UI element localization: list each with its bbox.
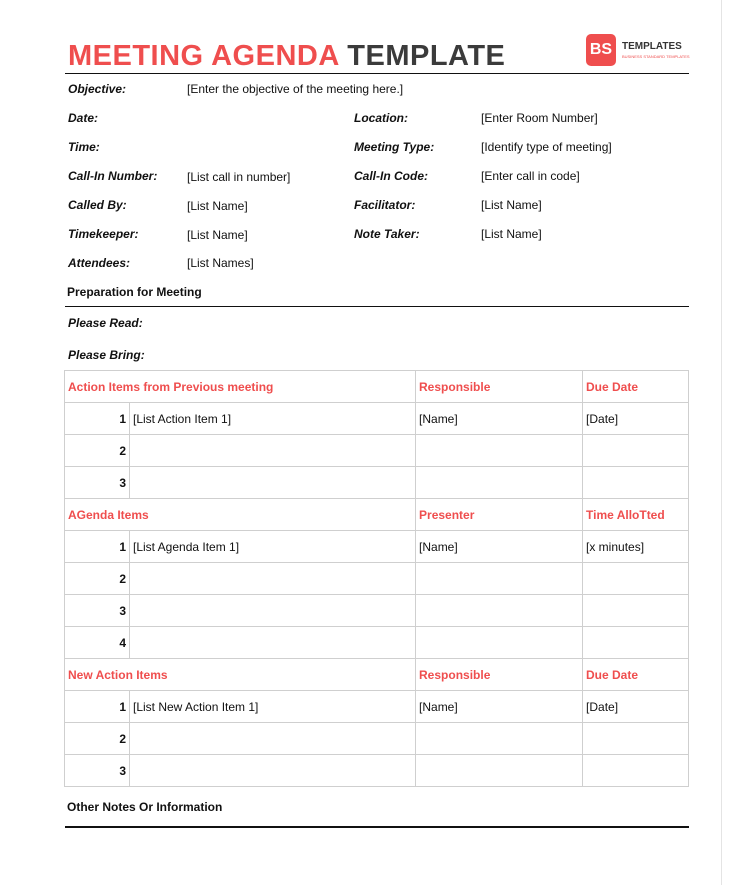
new-action-items-header-row <box>65 659 689 691</box>
please-bring-label: Please Bring: <box>68 348 145 362</box>
table-row <box>65 403 689 435</box>
brand-logo <box>586 34 690 70</box>
agenda-item-cell[interactable]: [List Agenda Item 1] <box>130 531 416 563</box>
table-row <box>65 467 689 499</box>
new-action-item-cell[interactable] <box>130 723 416 755</box>
new-responsible-header: Responsible <box>416 659 583 691</box>
responsible-cell[interactable] <box>416 723 583 755</box>
table-row <box>65 723 689 755</box>
agenda-item-cell[interactable] <box>130 563 416 595</box>
agenda-items-header-row <box>65 499 689 531</box>
presenter-cell[interactable] <box>416 563 583 595</box>
row-number: 2 <box>65 563 130 595</box>
note-taker-value[interactable]: [List Name] <box>481 227 542 241</box>
called-by-label: Called By: <box>68 198 127 212</box>
table-row <box>65 691 689 723</box>
time-allotted-cell[interactable]: [x minutes] <box>583 531 689 563</box>
facilitator-value[interactable]: [List Name] <box>481 198 542 212</box>
presenter-cell[interactable] <box>416 595 583 627</box>
time-allotted-cell[interactable] <box>583 563 689 595</box>
due-date-cell[interactable] <box>583 723 689 755</box>
title-part-2: TEMPLATE <box>347 40 506 72</box>
agenda-items-header: AGenda Items <box>65 499 416 531</box>
action-item-cell[interactable] <box>130 435 416 467</box>
logo-subtext: BUSINESS STANDARD TEMPLATES <box>622 54 690 59</box>
row-number: 3 <box>65 595 130 627</box>
row-number: 2 <box>65 435 130 467</box>
due-date-cell[interactable] <box>583 435 689 467</box>
date-label: Date: <box>68 111 99 125</box>
new-action-item-cell[interactable] <box>130 755 416 787</box>
presenter-header: Presenter <box>416 499 583 531</box>
time-allotted-header: Time AlloTted <box>583 499 689 531</box>
action-items-header-row <box>65 371 689 403</box>
call-in-code-value[interactable]: [Enter call in code] <box>481 169 580 183</box>
responsible-cell[interactable] <box>416 435 583 467</box>
called-by-value[interactable]: [List Name] <box>187 199 248 213</box>
time-allotted-cell[interactable] <box>583 595 689 627</box>
responsible-cell[interactable] <box>416 467 583 499</box>
presenter-cell[interactable]: [Name] <box>416 531 583 563</box>
action-items-header: Action Items from Previous meeting <box>65 371 416 403</box>
please-read-label: Please Read: <box>68 316 143 330</box>
time-allotted-cell[interactable] <box>583 627 689 659</box>
due-date-cell[interactable]: [Date] <box>583 691 689 723</box>
attendees-value[interactable]: [List Names] <box>187 256 254 270</box>
new-action-items-header: New Action Items <box>65 659 416 691</box>
objective-label: Objective: <box>68 82 127 96</box>
title-part-1: MEETING AGENDA <box>68 40 339 72</box>
facilitator-label: Facilitator: <box>354 198 416 212</box>
agenda-item-cell[interactable] <box>130 627 416 659</box>
presenter-cell[interactable] <box>416 627 583 659</box>
call-in-code-label: Call-In Code: <box>354 169 428 183</box>
row-number: 4 <box>65 627 130 659</box>
location-value[interactable]: [Enter Room Number] <box>481 111 598 125</box>
logo-text: TEMPLATES <box>622 41 682 52</box>
action-item-cell[interactable]: [List Action Item 1] <box>130 403 416 435</box>
agenda-grid <box>64 370 689 787</box>
due-date-cell[interactable]: [Date] <box>583 403 689 435</box>
responsible-cell[interactable]: [Name] <box>416 691 583 723</box>
timekeeper-value[interactable]: [List Name] <box>187 228 248 242</box>
header-divider <box>65 73 689 74</box>
responsible-cell[interactable]: [Name] <box>416 403 583 435</box>
meeting-type-label: Meeting Type: <box>354 140 435 154</box>
notes-divider <box>65 826 689 828</box>
table-row <box>65 563 689 595</box>
row-number: 3 <box>65 755 130 787</box>
new-due-date-header: Due Date <box>583 659 689 691</box>
action-due-date-header: Due Date <box>583 371 689 403</box>
row-number: 1 <box>65 691 130 723</box>
responsible-cell[interactable] <box>416 755 583 787</box>
objective-value[interactable]: [Enter the objective of the meeting here.] <box>187 82 404 96</box>
new-action-item-cell[interactable]: [List New Action Item 1] <box>130 691 416 723</box>
table-row <box>65 435 689 467</box>
action-responsible-header: Responsible <box>416 371 583 403</box>
row-number: 1 <box>65 403 130 435</box>
preparation-heading: Preparation for Meeting <box>67 285 202 299</box>
table-row <box>65 755 689 787</box>
call-in-number-value[interactable]: [List call in number] <box>187 170 291 184</box>
time-label: Time: <box>68 140 100 154</box>
table-row <box>65 595 689 627</box>
action-item-cell[interactable] <box>130 467 416 499</box>
row-number: 1 <box>65 531 130 563</box>
note-taker-label: Note Taker: <box>354 227 420 241</box>
preparation-divider <box>65 306 689 307</box>
attendees-label: Attendees: <box>68 256 131 270</box>
row-number: 3 <box>65 467 130 499</box>
meeting-type-value[interactable]: [Identify type of meeting] <box>481 140 612 154</box>
call-in-number-label: Call-In Number: <box>68 169 158 183</box>
logo-mark: BS <box>586 34 616 66</box>
due-date-cell[interactable] <box>583 467 689 499</box>
row-number: 2 <box>65 723 130 755</box>
table-row <box>65 627 689 659</box>
table-row <box>65 531 689 563</box>
page-title <box>68 40 505 73</box>
timekeeper-label: Timekeeper: <box>68 227 139 241</box>
agenda-item-cell[interactable] <box>130 595 416 627</box>
location-label: Location: <box>354 111 408 125</box>
other-notes-heading: Other Notes Or Information <box>67 800 223 814</box>
due-date-cell[interactable] <box>583 755 689 787</box>
